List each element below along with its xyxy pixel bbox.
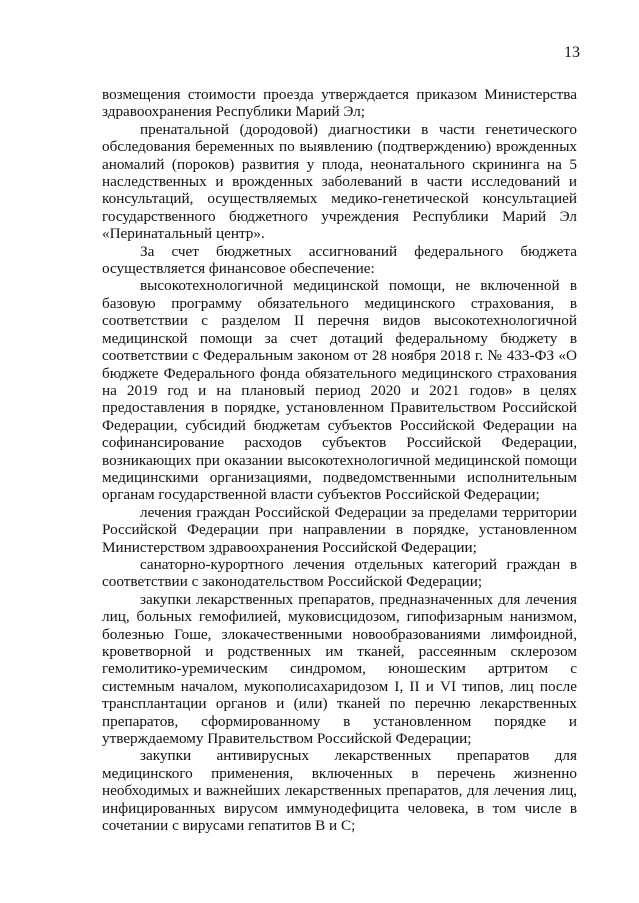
page-number: 13 [564, 44, 580, 61]
paragraph-1: возмещения стоимости проезда утверждается приказом Министерства здравоохранения Республики Марий Эл; [102, 86, 577, 121]
paragraph-3: За счет бюджетных ассигнований федерального бюджета осуществляется финансовое обеспечение: [102, 242, 577, 278]
paragraph-2: пренатальной (дородовой) диагностики в части генетического обследования беременных по выявлению (подтверждению) врожденных аномалий (пороков) развития у плода, неонатального скрининга на 5 наследственных и врожденных заболеваний в части исследований и консультаций, осуществляемых медико-генетической консультацией государственного бюджетного учреждения Республики Марий Эл «Перинатальный центр». [102, 120, 577, 243]
paragraph-5: лечения граждан Российской Федерации за пределами территории Российской Федерации при направлении в порядке, установленном Министерством здравоохранения Российской Федерации; [102, 503, 577, 556]
paragraph-6: санаторно-курортного лечения отдельных категорий граждан в соответствии с законодательством Российской Федерации; [102, 555, 577, 591]
document-body [102, 86, 577, 834]
paragraph-7: закупки лекарственных препаратов, предназначенных для лечения лиц, больных гемофилией, муковисцидозом, гипофизарным нанизмом, болезнью Гоше, злокачественными новообразованиями лимфоидной, кроветворной и родственных им тканей, рассеянным склерозом гемолитико-уремическим синдромом, юношеским артритом с системным началом, мукополисахаридозом I, II и VI типов, лиц после трансплантации органов и (или) тканей по перечню лекарственных препаратов, сформированному в установленном порядке и утверждаемому Правительством Российской Федерации; [102, 590, 577, 748]
paragraph-4: высокотехнологичной медицинской помощи, не включенной в базовую программу обязательного медицинского страхования, в соответствии с разделом II перечня видов высокотехнологичной медицинской помощи за счет дотаций федеральному бюджету в соответствии с Федеральным законом от 28 ноября 2018 г. № 433-ФЗ «О бюджете Федерального фонда обязательного медицинского страхования на 2019 год и на плановый период 2020 и 2021 годов» в целях предоставления в порядке, установленном Правительством Российской Федерации, субсидий бюджетам субъектов Российской Федерации на софинансирование расходов субъектов Российской Федерации, возникающих при оказании высокотехнологичной медицинской помощи медицинскими организациями, подведомственными исполнительным органам государственной власти субъектов Российской Федерации; [102, 277, 577, 504]
paragraph-8: закупки антивирусных лекарственных препаратов для медицинского применения, включенных в перечень жизненно необходимых и важнейших лекарственных препаратов, для лечения лиц, инфицированных вирусом иммунодефицита человека, в том числе в сочетании с вирусами гепатитов B и C; [102, 747, 577, 835]
